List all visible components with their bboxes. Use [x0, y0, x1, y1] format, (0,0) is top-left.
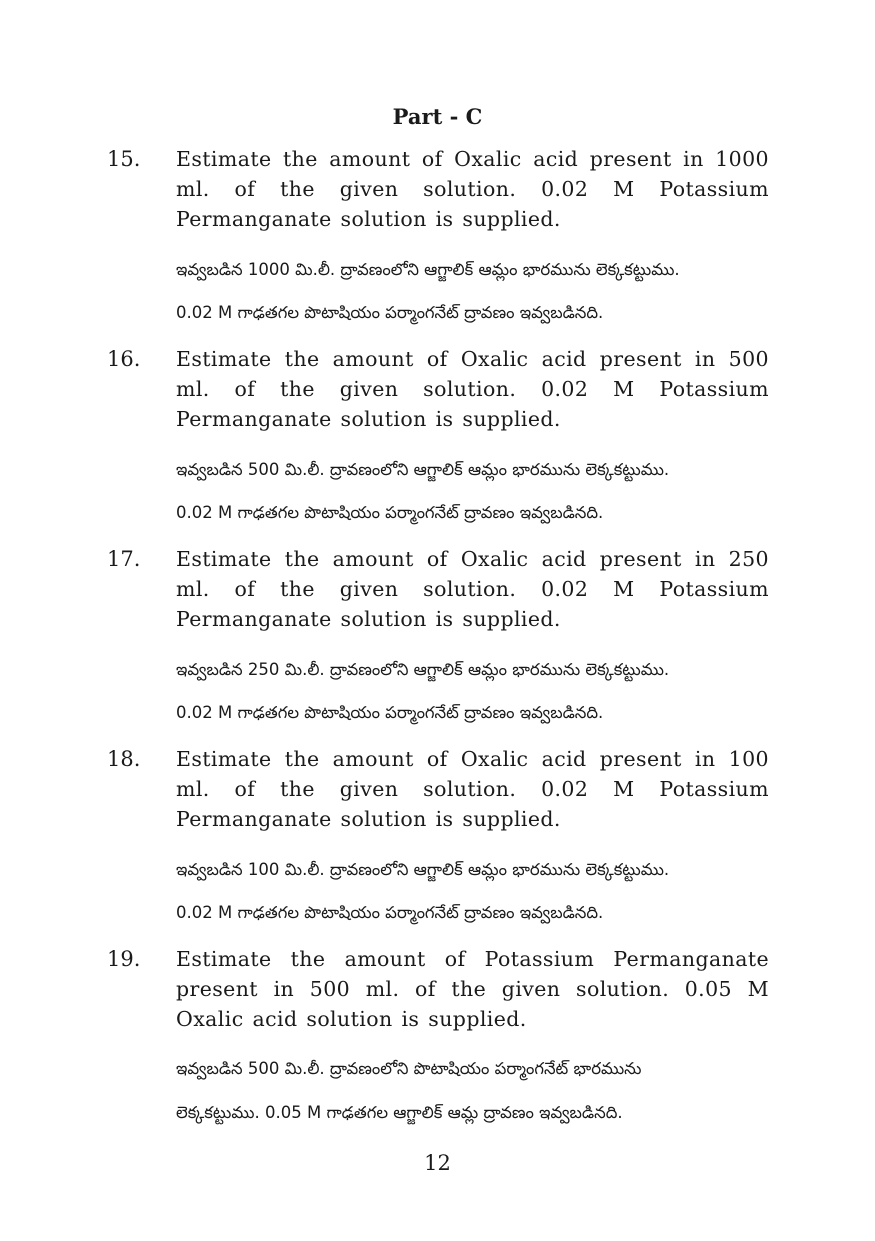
question-text-english: Estimate the amount of Oxalic acid present in 250 ml. of the given solution. 0.02 M Potassium Permanganate solution is supplied.	[176, 547, 769, 631]
question-number: 18.	[107, 747, 141, 771]
question-text-telugu-line2: లెక్కకట్టుము. 0.05 M గాఢతగల ఆగ్జాలిక్ ఆమ్ల ద్రావణం ఇవ్వబడినది.	[176, 1103, 623, 1122]
question-text-english: Estimate the amount of Oxalic acid present in 1000 ml. of the given solution. 0.02 M Potassium Permanganate solution is supplied.	[176, 147, 769, 231]
question-text-english: Estimate the amount of Potassium Permanganate present in 500 ml. of the given solution. 0.05 M Oxalic acid solution is supplied.	[176, 947, 769, 1031]
part-title: Part - C	[392, 104, 483, 129]
question-text-telugu-line1: ఇవ్వబడిన 250 మి.లీ. ద్రావణంలోని ఆగ్జాలిక్ ఆమ్లం భారమును లెక్కకట్టుము.	[176, 660, 670, 679]
question-text-telugu-line2: 0.02 M గాఢతగల పొటాషియం పర్మాంగనేట్ ద్రావణం ఇవ్వబడినది.	[176, 703, 604, 722]
question-text-telugu-line2: 0.02 M గాఢతగల పొటాషియం పర్మాంగనేట్ ద్రావణం ఇవ్వబడినది.	[176, 303, 604, 322]
question-text-telugu-line1: ఇవ్వబడిన 500 మి.లీ. ద్రావణంలోని ఆగ్జాలిక్ ఆమ్లం భారమును లెక్కకట్టుము.	[176, 460, 670, 479]
question-text-english: Estimate the amount of Oxalic acid present in 500 ml. of the given solution. 0.02 M Potassium Permanganate solution is supplied.	[176, 347, 769, 431]
question-text-english: Estimate the amount of Oxalic acid present in 100 ml. of the given solution. 0.02 M Potassium Permanganate solution is supplied.	[176, 747, 769, 831]
question-number: 16.	[107, 347, 141, 371]
question-text-telugu-line1: ఇవ్వబడిన 500 మి.లీ. ద్రావణంలోని పొటాషియం పర్మాంగనేట్ భారమును	[176, 1059, 642, 1078]
question-number: 17.	[107, 547, 141, 571]
question-number: 15.	[107, 147, 141, 171]
question-text-telugu-line2: 0.02 M గాఢతగల పొటాషియం పర్మాంగనేట్ ద్రావణం ఇవ్వబడినది.	[176, 903, 604, 922]
question-number: 19.	[107, 947, 141, 971]
question-text-telugu-line1: ఇవ్వబడిన 100 మి.లీ. ద్రావణంలోని ఆగ్జాలిక్ ఆమ్లం భారమును లెక్కకట్టుము.	[176, 860, 670, 879]
question-text-telugu-line2: 0.02 M గాఢతగల పొటాషియం పర్మాంగనేట్ ద్రావణం ఇవ్వబడినది.	[176, 503, 604, 522]
question-text-telugu-line1: ఇవ్వబడిన 1000 మి.లీ. ద్రావణంలోని ఆగ్జాలిక్ ఆమ్లం భారమును లెక్కకట్టుము.	[176, 260, 680, 279]
page-number: 12	[424, 1151, 451, 1175]
